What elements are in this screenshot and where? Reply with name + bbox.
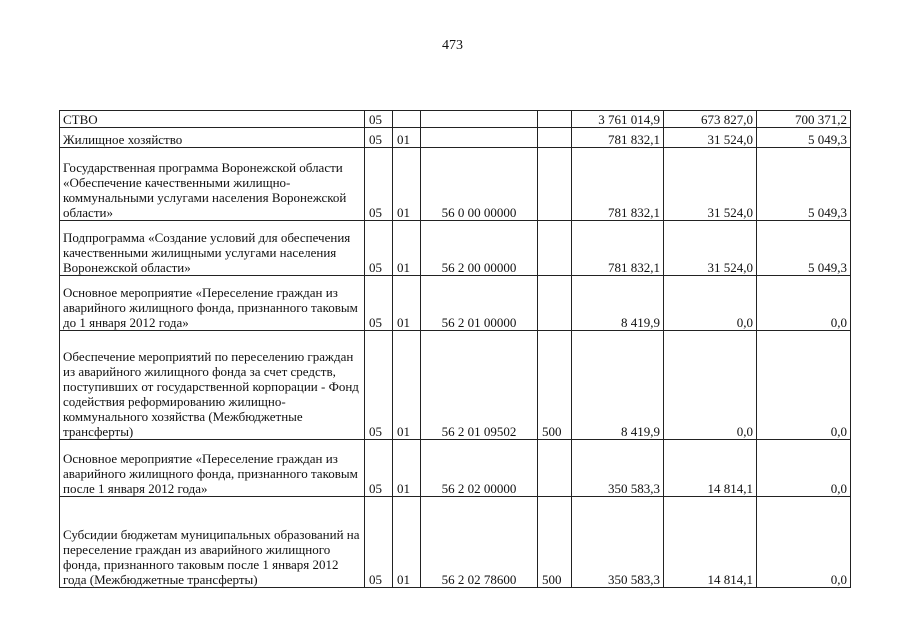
table-row xyxy=(60,111,851,128)
amount-col-1: 8 419,9 xyxy=(572,276,664,331)
subsection-code: 01 xyxy=(393,331,421,440)
row-name: Жилищное хозяйство xyxy=(60,128,365,148)
section-code: 05 xyxy=(365,221,393,276)
amount-col-3: 0,0 xyxy=(757,497,851,588)
section-code: 05 xyxy=(365,440,393,497)
table-row xyxy=(60,440,851,497)
expense-type-code xyxy=(538,276,572,331)
target-article-code xyxy=(421,128,538,148)
amount-col-2: 673 827,0 xyxy=(664,111,757,128)
amount-col-2: 14 814,1 xyxy=(664,497,757,588)
expense-type-code xyxy=(538,128,572,148)
amount-col-2: 31 524,0 xyxy=(664,128,757,148)
row-name: Подпрограмма «Создание условий для обеспечения качественными жилищными услугами населения Воронежской области» xyxy=(60,221,365,276)
row-name: Обеспечение мероприятий по переселению граждан из аварийного жилищного фонда за счет средств, поступивших от государственной корпорации - Фонд содействия реформированию жилищно-коммунального хозяйства (Межбюджетные трансферты) xyxy=(60,331,365,440)
expense-type-code: 500 xyxy=(538,331,572,440)
target-article-code: 56 2 02 78600 xyxy=(421,497,538,588)
section-code: 05 xyxy=(365,148,393,221)
section-code: 05 xyxy=(365,111,393,128)
table-row xyxy=(60,497,851,588)
subsection-code: 01 xyxy=(393,497,421,588)
table-row xyxy=(60,128,851,148)
subsection-code: 01 xyxy=(393,128,421,148)
amount-col-2: 0,0 xyxy=(664,331,757,440)
page-number: 473 xyxy=(442,38,463,53)
expense-type-code: 500 xyxy=(538,497,572,588)
expense-type-code xyxy=(538,440,572,497)
amount-col-2: 31 524,0 xyxy=(664,221,757,276)
table-row xyxy=(60,276,851,331)
amount-col-2: 14 814,1 xyxy=(664,440,757,497)
section-code: 05 xyxy=(365,276,393,331)
target-article-code xyxy=(421,111,538,128)
subsection-code xyxy=(393,111,421,128)
subsection-code: 01 xyxy=(393,276,421,331)
section-code: 05 xyxy=(365,331,393,440)
target-article-code: 56 2 00 00000 xyxy=(421,221,538,276)
row-name: СТВО xyxy=(60,111,365,128)
table-row xyxy=(60,331,851,440)
table-row xyxy=(60,148,851,221)
amount-col-1: 781 832,1 xyxy=(572,128,664,148)
row-name: Государственная программа Воронежской области «Обеспечение качественными жилищно-коммунальными услугами населения Воронежской области» xyxy=(60,148,365,221)
amount-col-3: 0,0 xyxy=(757,331,851,440)
row-name: Основное мероприятие «Переселение граждан из аварийного жилищного фонда, признанного таковым после 1 января 2012 года» xyxy=(60,440,365,497)
row-name: Основное мероприятие «Переселение граждан из аварийного жилищного фонда, признанного таковым до 1 января 2012 года» xyxy=(60,276,365,331)
amount-col-3: 0,0 xyxy=(757,276,851,331)
table-row xyxy=(60,221,851,276)
subsection-code: 01 xyxy=(393,148,421,221)
amount-col-3: 5 049,3 xyxy=(757,128,851,148)
amount-col-1: 350 583,3 xyxy=(572,497,664,588)
expense-type-code xyxy=(538,148,572,221)
target-article-code: 56 2 01 00000 xyxy=(421,276,538,331)
target-article-code: 56 2 01 09502 xyxy=(421,331,538,440)
amount-col-2: 0,0 xyxy=(664,276,757,331)
amount-col-1: 781 832,1 xyxy=(572,221,664,276)
amount-col-1: 8 419,9 xyxy=(572,331,664,440)
target-article-code: 56 0 00 00000 xyxy=(421,148,538,221)
amount-col-3: 700 371,2 xyxy=(757,111,851,128)
budget-table xyxy=(59,110,851,588)
amount-col-1: 781 832,1 xyxy=(572,148,664,221)
amount-col-3: 0,0 xyxy=(757,440,851,497)
subsection-code: 01 xyxy=(393,440,421,497)
expense-type-code xyxy=(538,111,572,128)
amount-col-3: 5 049,3 xyxy=(757,221,851,276)
subsection-code: 01 xyxy=(393,221,421,276)
amount-col-1: 350 583,3 xyxy=(572,440,664,497)
section-code: 05 xyxy=(365,497,393,588)
section-code: 05 xyxy=(365,128,393,148)
amount-col-2: 31 524,0 xyxy=(664,148,757,221)
target-article-code: 56 2 02 00000 xyxy=(421,440,538,497)
expense-type-code xyxy=(538,221,572,276)
amount-col-1: 3 761 014,9 xyxy=(572,111,664,128)
amount-col-3: 5 049,3 xyxy=(757,148,851,221)
row-name: Субсидии бюджетам муниципальных образований на переселение граждан из аварийного жилищного фонда, признанного таковым после 1 января 2012 года (Межбюджетные трансферты) xyxy=(60,497,365,588)
